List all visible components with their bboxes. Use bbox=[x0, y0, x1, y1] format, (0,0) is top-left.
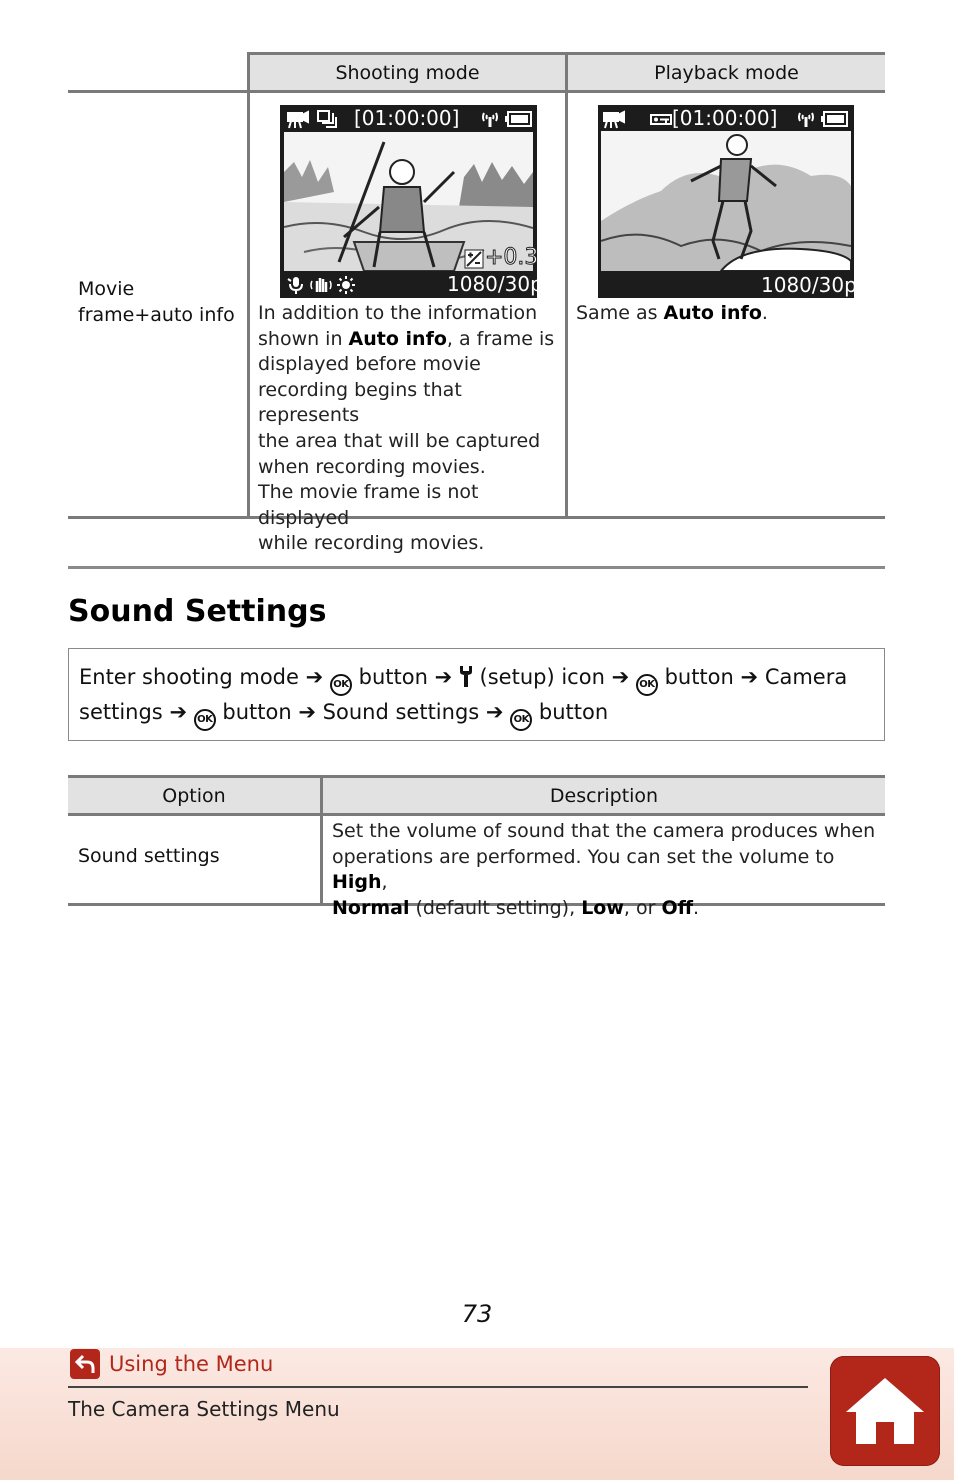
surfer-illustration bbox=[601, 131, 851, 271]
footer-subtitle: The Camera Settings Menu bbox=[68, 1397, 340, 1421]
playback-screen bbox=[598, 105, 857, 298]
ok-button-icon: OK bbox=[330, 674, 352, 696]
column-divider bbox=[565, 52, 568, 519]
home-icon bbox=[842, 1374, 928, 1448]
shooting-mode-description: In addition to the information shown in Auto info, a frame is displayed before movie recording begins that represents the area that will be captured when recording movies. The movie frame is not displayed while recording movies. bbox=[258, 302, 555, 555]
ok-button-icon: OK bbox=[510, 709, 532, 731]
arrow-icon: ➔ bbox=[485, 700, 504, 724]
exposure-value: +0.3 bbox=[485, 245, 539, 270]
section-title: Sound Settings bbox=[68, 594, 327, 629]
battery-icon bbox=[821, 111, 849, 127]
using-the-menu-link[interactable]: Using the Menu bbox=[70, 1349, 273, 1379]
header-shooting-mode: Shooting mode bbox=[249, 52, 566, 93]
mic-icon bbox=[286, 275, 306, 295]
sound-option-table bbox=[68, 775, 885, 919]
option-description: Set the volume of sound that the camera produces when operations are performed. You can set the volume to High, Normal (default setting), Low, or Off. bbox=[332, 820, 876, 919]
shooting-screen bbox=[280, 105, 543, 298]
movie-frame-table bbox=[68, 52, 885, 555]
table-top-left-rule bbox=[68, 90, 249, 93]
shooting-resolution: 1080/30p bbox=[447, 272, 543, 296]
playback-time: [01:00:00] bbox=[672, 106, 778, 130]
exposure-icon bbox=[464, 249, 484, 269]
header-playback-mode: Playback mode bbox=[568, 52, 885, 93]
header-option: Option bbox=[68, 775, 320, 816]
row-label-movie-frame: Movie frame+auto info bbox=[78, 278, 235, 326]
shooting-time-remaining: [01:00:00] bbox=[354, 106, 460, 130]
arrow-icon: ➔ bbox=[740, 665, 759, 689]
column-divider bbox=[247, 52, 250, 519]
wb-icon bbox=[336, 275, 356, 295]
ok-button-icon: OK bbox=[194, 709, 216, 731]
movie-icon bbox=[286, 109, 310, 129]
battery-icon bbox=[505, 111, 533, 127]
menu-path-box: Enter shooting mode ➔ OK button ➔ (setup) icon ➔ OK button ➔ Camera settings ➔ OK button ➔ Sound settings ➔ OK button bbox=[68, 648, 885, 741]
playback-resolution: 1080/30p bbox=[761, 273, 857, 297]
arrow-icon: ➔ bbox=[305, 665, 324, 689]
movie-icon bbox=[602, 109, 626, 129]
burst-icon bbox=[316, 109, 338, 129]
arrow-icon: ➔ bbox=[611, 665, 630, 689]
wifi-icon bbox=[796, 109, 816, 129]
footer-divider bbox=[68, 1386, 808, 1388]
playback-preview-image bbox=[601, 131, 851, 271]
option-sound-settings: Sound settings bbox=[78, 845, 220, 867]
setup-wrench-icon bbox=[459, 665, 473, 687]
header-description: Description bbox=[323, 775, 885, 816]
wifi-icon bbox=[480, 109, 500, 129]
ok-button-icon: OK bbox=[636, 674, 658, 696]
lock-icon bbox=[650, 111, 672, 127]
page-number: 73 bbox=[461, 1300, 493, 1328]
back-arrow-icon bbox=[70, 1349, 100, 1379]
vr-icon bbox=[310, 275, 332, 295]
arrow-icon: ➔ bbox=[169, 700, 188, 724]
column-divider bbox=[320, 775, 323, 906]
home-button[interactable] bbox=[830, 1356, 940, 1466]
arrow-icon: ➔ bbox=[298, 700, 316, 724]
arrow-icon: ➔ bbox=[434, 665, 453, 689]
playback-mode-description: Same as Auto info. bbox=[576, 302, 768, 324]
section-divider bbox=[68, 566, 885, 569]
